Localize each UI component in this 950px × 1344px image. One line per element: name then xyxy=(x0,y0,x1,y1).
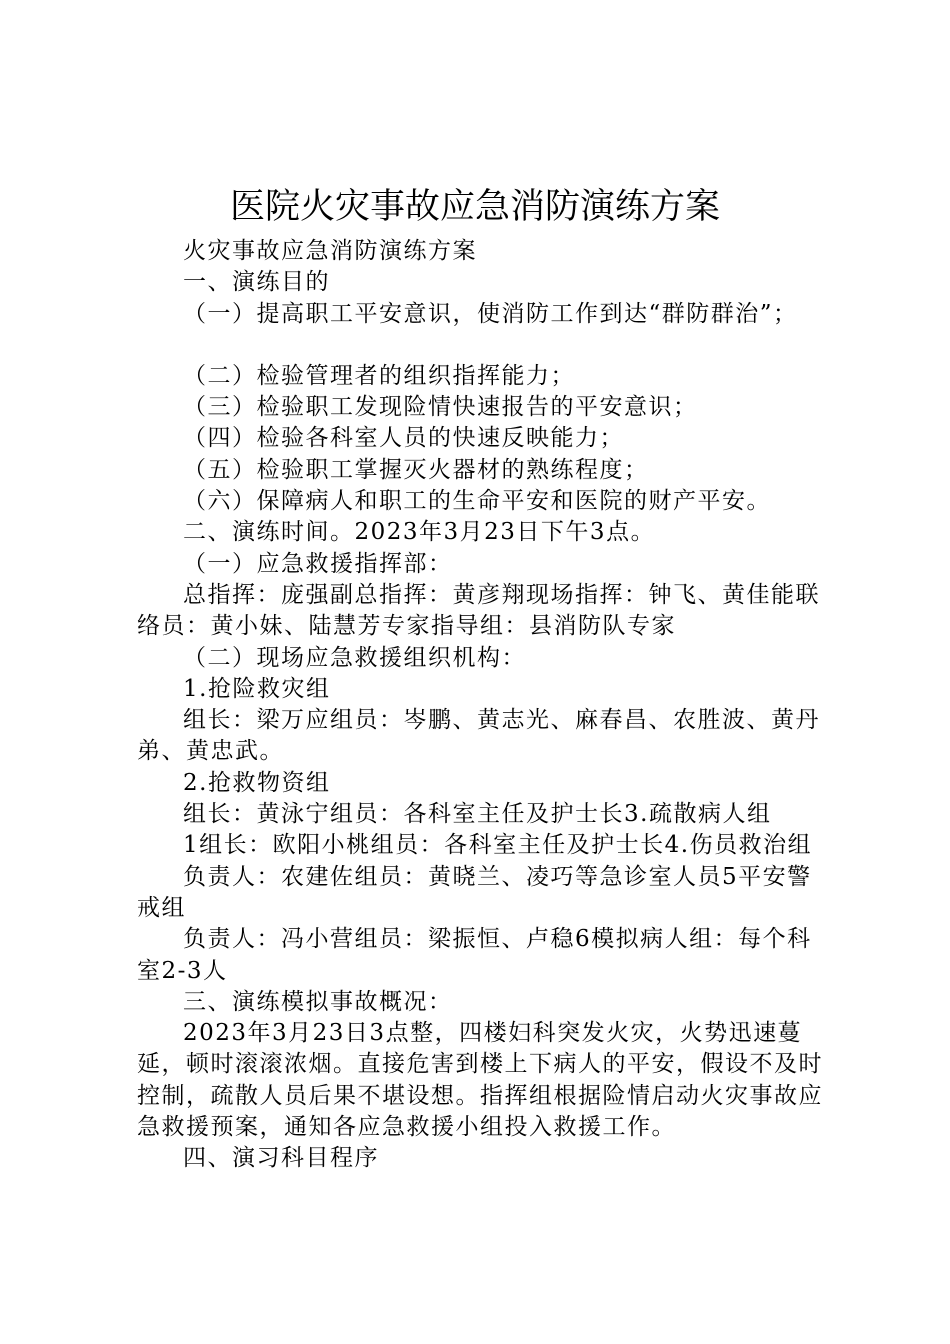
paragraph-section-4: 四、演习科目程序 xyxy=(183,1145,379,1172)
paragraph-group-2-members: 组长：黄泳宁组员：各科室主任及护士长3.疏散病人组 xyxy=(183,801,772,828)
paragraph-section-2: 二、演练时间。2023年3月23日下午3点。 xyxy=(183,519,656,546)
document-body xyxy=(137,236,827,1175)
paragraph-group-5-members: 负责人：冯小营组员：梁振恒、卢稳6模拟病人组：每个科室2-3人 xyxy=(137,926,812,984)
paragraph-goal-3: （三）检验职工发现险情快速报告的平安意识； xyxy=(183,394,698,421)
paragraph-goal-1: （一）提高职工平安意识，使消防工作到达“群防群治”； xyxy=(183,300,798,327)
paragraph-scenario: 2023年3月23日3点整，四楼妇科突发火灾，火势迅速蔓延，顿时滚滚浓烟。直接危害到楼上下病人的平安，假设不及时控制，疏散人员后果不堪设想。指挥组根据险情启动火灾事故应急救援预案，通知各应急救援小组投入救援工作。 xyxy=(137,1020,823,1141)
paragraph-section-1: 一、演练目的 xyxy=(183,269,330,296)
paragraph-section-3: 三、演练模拟事故概况： xyxy=(183,988,453,1015)
paragraph-subtitle: 火灾事故应急消防演练方案 xyxy=(183,238,477,264)
paragraph-group-2-heading: 2.抢救物资组 xyxy=(183,769,331,796)
paragraph-command-heading: （一）应急救援指挥部： xyxy=(183,550,453,577)
paragraph-group-3-members: 1组长：欧阳小桃组员：各科室主任及护士长4.伤员救治组 xyxy=(183,832,813,859)
paragraph-goal-4: （四）检验各科室人员的快速反映能力； xyxy=(183,425,624,452)
paragraph-group-4-members: 负责人：农建佐组员：黄晓兰、凌巧等急诊室人员5平安警戒组 xyxy=(137,863,812,921)
paragraph-goal-5: （五）检验职工掌握灭火器材的熟练程度； xyxy=(183,456,649,483)
paragraph-group-1-members: 组长：梁万应组员：岑鹏、黄志光、麻春昌、农胜波、黄丹弟、黄忠武。 xyxy=(137,707,820,765)
paragraph-group-1-heading: 1.抢险救灾组 xyxy=(183,675,331,702)
paragraph-goal-6: （六）保障病人和职工的生命平安和医院的财产平安。 xyxy=(183,488,771,515)
paragraph-goal-2: （二）检验管理者的组织指挥能力； xyxy=(183,362,575,389)
paragraph-command-members: 总指挥：庞强副总指挥：黄彦翔现场指挥：钟飞、黄佳能联络员：黄小妹、陆慧芳专家指导组：县消防队专家 xyxy=(137,581,820,640)
paragraph-org-heading: （二）现场应急救援组织机构： xyxy=(183,644,526,671)
blank-line xyxy=(137,330,827,361)
document-title: 医院火灾事故应急消防演练方案 xyxy=(229,187,720,227)
